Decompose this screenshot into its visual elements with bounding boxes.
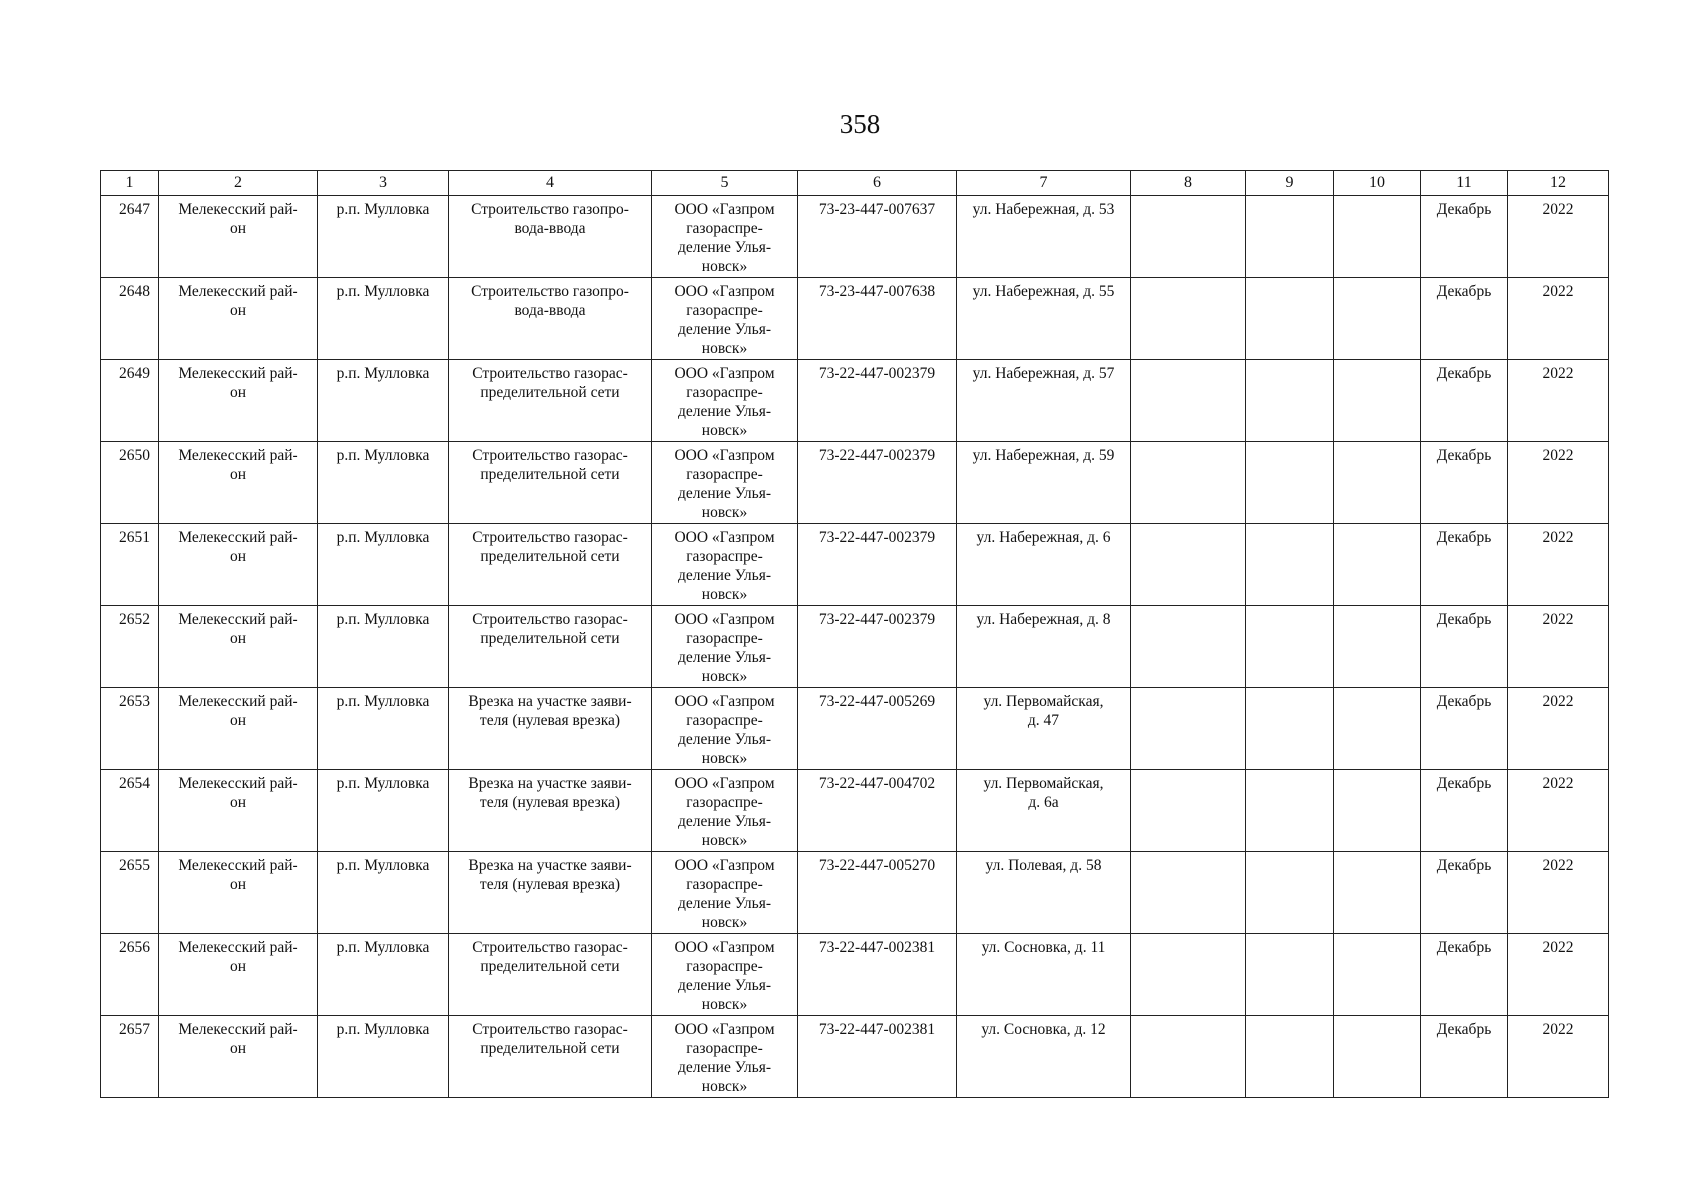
- column-header-5: 5: [652, 171, 798, 196]
- organization-cell: ООО «Газпром газораспре- деление Улья- новск»: [652, 934, 798, 1016]
- column-header-10: 10: [1334, 171, 1421, 196]
- column-8-cell: [1131, 1016, 1246, 1098]
- work-type-cell: Врезка на участке заяви- теля (нулевая врезка): [449, 770, 652, 852]
- cadastral-number-cell: 73-23-447-007637: [798, 196, 957, 278]
- column-10-cell: [1334, 360, 1421, 442]
- row-number-cell: 2647: [101, 196, 159, 278]
- cadastral-number-cell: 73-22-447-005269: [798, 688, 957, 770]
- column-9-cell: [1246, 442, 1334, 524]
- table-row: [101, 688, 1609, 770]
- address-cell: ул. Сосновка, д. 12: [957, 1016, 1131, 1098]
- organization-cell: ООО «Газпром газораспре- деление Улья- новск»: [652, 1016, 798, 1098]
- work-type-cell: Строительство газорас- пределительной сети: [449, 442, 652, 524]
- year-cell: 2022: [1508, 1016, 1609, 1098]
- locality-cell: р.п. Мулловка: [318, 934, 449, 1016]
- work-type-cell: Врезка на участке заяви- теля (нулевая врезка): [449, 688, 652, 770]
- cadastral-number-cell: 73-22-447-004702: [798, 770, 957, 852]
- month-cell: Декабрь: [1421, 196, 1508, 278]
- column-9-cell: [1246, 606, 1334, 688]
- column-header-2: 2: [159, 171, 318, 196]
- address-cell: ул. Набережная, д. 6: [957, 524, 1131, 606]
- year-cell: 2022: [1508, 688, 1609, 770]
- year-cell: 2022: [1508, 770, 1609, 852]
- work-type-cell: Строительство газорас- пределительной сети: [449, 606, 652, 688]
- district-cell: Мелекесский рай- он: [159, 524, 318, 606]
- address-cell: ул. Набережная, д. 55: [957, 278, 1131, 360]
- header-row: [101, 171, 1609, 196]
- locality-cell: р.п. Мулловка: [318, 688, 449, 770]
- row-number-cell: 2649: [101, 360, 159, 442]
- column-9-cell: [1246, 196, 1334, 278]
- column-header-1: 1: [101, 171, 159, 196]
- column-8-cell: [1131, 606, 1246, 688]
- district-cell: Мелекесский рай- он: [159, 442, 318, 524]
- address-cell: ул. Сосновка, д. 11: [957, 934, 1131, 1016]
- month-cell: Декабрь: [1421, 442, 1508, 524]
- column-8-cell: [1131, 688, 1246, 770]
- row-number-cell: 2654: [101, 770, 159, 852]
- month-cell: Декабрь: [1421, 770, 1508, 852]
- column-header-3: 3: [318, 171, 449, 196]
- table-body: [101, 196, 1609, 1098]
- column-10-cell: [1334, 278, 1421, 360]
- column-10-cell: [1334, 852, 1421, 934]
- work-type-cell: Строительство газорас- пределительной сети: [449, 1016, 652, 1098]
- cadastral-number-cell: 73-22-447-002379: [798, 606, 957, 688]
- cadastral-number-cell: 73-22-447-002381: [798, 934, 957, 1016]
- year-cell: 2022: [1508, 524, 1609, 606]
- column-9-cell: [1246, 770, 1334, 852]
- column-header-11: 11: [1421, 171, 1508, 196]
- column-8-cell: [1131, 524, 1246, 606]
- locality-cell: р.п. Мулловка: [318, 196, 449, 278]
- locality-cell: р.п. Мулловка: [318, 278, 449, 360]
- year-cell: 2022: [1508, 852, 1609, 934]
- organization-cell: ООО «Газпром газораспре- деление Улья- новск»: [652, 442, 798, 524]
- column-8-cell: [1131, 852, 1246, 934]
- district-cell: Мелекесский рай- он: [159, 852, 318, 934]
- row-number-cell: 2648: [101, 278, 159, 360]
- column-8-cell: [1131, 934, 1246, 1016]
- month-cell: Декабрь: [1421, 360, 1508, 442]
- column-8-cell: [1131, 196, 1246, 278]
- district-cell: Мелекесский рай- он: [159, 1016, 318, 1098]
- address-cell: ул. Набережная, д. 53: [957, 196, 1131, 278]
- row-number-cell: 2657: [101, 1016, 159, 1098]
- month-cell: Декабрь: [1421, 852, 1508, 934]
- year-cell: 2022: [1508, 606, 1609, 688]
- year-cell: 2022: [1508, 278, 1609, 360]
- column-9-cell: [1246, 1016, 1334, 1098]
- cadastral-number-cell: 73-22-447-002381: [798, 1016, 957, 1098]
- work-type-cell: Строительство газопро- вода-ввода: [449, 278, 652, 360]
- table-row: [101, 360, 1609, 442]
- work-type-cell: Строительство газорас- пределительной сети: [449, 934, 652, 1016]
- column-header-8: 8: [1131, 171, 1246, 196]
- cadastral-number-cell: 73-22-447-002379: [798, 360, 957, 442]
- district-cell: Мелекесский рай- он: [159, 360, 318, 442]
- district-cell: Мелекесский рай- он: [159, 606, 318, 688]
- row-number-cell: 2652: [101, 606, 159, 688]
- district-cell: Мелекесский рай- он: [159, 278, 318, 360]
- column-header-12: 12: [1508, 171, 1609, 196]
- organization-cell: ООО «Газпром газораспре- деление Улья- новск»: [652, 360, 798, 442]
- organization-cell: ООО «Газпром газораспре- деление Улья- новск»: [652, 688, 798, 770]
- column-8-cell: [1131, 770, 1246, 852]
- table-row: [101, 1016, 1609, 1098]
- locality-cell: р.п. Мулловка: [318, 360, 449, 442]
- column-10-cell: [1334, 524, 1421, 606]
- month-cell: Декабрь: [1421, 934, 1508, 1016]
- organization-cell: ООО «Газпром газораспре- деление Улья- новск»: [652, 606, 798, 688]
- row-number-cell: 2651: [101, 524, 159, 606]
- column-header-9: 9: [1246, 171, 1334, 196]
- column-10-cell: [1334, 934, 1421, 1016]
- column-8-cell: [1131, 360, 1246, 442]
- year-cell: 2022: [1508, 442, 1609, 524]
- locality-cell: р.п. Мулловка: [318, 1016, 449, 1098]
- column-9-cell: [1246, 278, 1334, 360]
- work-type-cell: Врезка на участке заяви- теля (нулевая врезка): [449, 852, 652, 934]
- organization-cell: ООО «Газпром газораспре- деление Улья- новск»: [652, 524, 798, 606]
- month-cell: Декабрь: [1421, 524, 1508, 606]
- district-cell: Мелекесский рай- он: [159, 688, 318, 770]
- table-row: [101, 852, 1609, 934]
- table-row: [101, 934, 1609, 1016]
- row-number-cell: 2655: [101, 852, 159, 934]
- row-number-cell: 2650: [101, 442, 159, 524]
- table-row: [101, 278, 1609, 360]
- column-10-cell: [1334, 606, 1421, 688]
- column-10-cell: [1334, 442, 1421, 524]
- cadastral-number-cell: 73-22-447-002379: [798, 442, 957, 524]
- month-cell: Декабрь: [1421, 688, 1508, 770]
- year-cell: 2022: [1508, 360, 1609, 442]
- cadastral-number-cell: 73-23-447-007638: [798, 278, 957, 360]
- locality-cell: р.п. Мулловка: [318, 852, 449, 934]
- month-cell: Декабрь: [1421, 606, 1508, 688]
- column-9-cell: [1246, 688, 1334, 770]
- column-header-6: 6: [798, 171, 957, 196]
- column-10-cell: [1334, 1016, 1421, 1098]
- organization-cell: ООО «Газпром газораспре- деление Улья- новск»: [652, 770, 798, 852]
- work-type-cell: Строительство газорас- пределительной сети: [449, 360, 652, 442]
- work-type-cell: Строительство газорас- пределительной сети: [449, 524, 652, 606]
- address-cell: ул. Набережная, д. 57: [957, 360, 1131, 442]
- address-cell: ул. Первомайская, д. 6а: [957, 770, 1131, 852]
- locality-cell: р.п. Мулловка: [318, 606, 449, 688]
- table-row: [101, 196, 1609, 278]
- cadastral-number-cell: 73-22-447-005270: [798, 852, 957, 934]
- year-cell: 2022: [1508, 196, 1609, 278]
- column-10-cell: [1334, 196, 1421, 278]
- work-type-cell: Строительство газопро- вода-ввода: [449, 196, 652, 278]
- column-9-cell: [1246, 852, 1334, 934]
- month-cell: Декабрь: [1421, 278, 1508, 360]
- address-cell: ул. Набережная, д. 59: [957, 442, 1131, 524]
- table-row: [101, 524, 1609, 606]
- column-9-cell: [1246, 360, 1334, 442]
- page-number: 358: [839, 109, 881, 139]
- register-table: [100, 170, 1609, 1098]
- locality-cell: р.п. Мулловка: [318, 524, 449, 606]
- column-8-cell: [1131, 278, 1246, 360]
- table-row: [101, 606, 1609, 688]
- locality-cell: р.п. Мулловка: [318, 442, 449, 524]
- organization-cell: ООО «Газпром газораспре- деление Улья- новск»: [652, 196, 798, 278]
- table-row: [101, 442, 1609, 524]
- locality-cell: р.п. Мулловка: [318, 770, 449, 852]
- column-8-cell: [1131, 442, 1246, 524]
- cadastral-number-cell: 73-22-447-002379: [798, 524, 957, 606]
- address-cell: ул. Первомайская, д. 47: [957, 688, 1131, 770]
- row-number-cell: 2653: [101, 688, 159, 770]
- district-cell: Мелекесский рай- он: [159, 196, 318, 278]
- column-10-cell: [1334, 688, 1421, 770]
- organization-cell: ООО «Газпром газораспре- деление Улья- новск»: [652, 278, 798, 360]
- row-number-cell: 2656: [101, 934, 159, 1016]
- column-header-4: 4: [449, 171, 652, 196]
- year-cell: 2022: [1508, 934, 1609, 1016]
- column-10-cell: [1334, 770, 1421, 852]
- column-9-cell: [1246, 934, 1334, 1016]
- table-row: [101, 770, 1609, 852]
- organization-cell: ООО «Газпром газораспре- деление Улья- новск»: [652, 852, 798, 934]
- district-cell: Мелекесский рай- он: [159, 770, 318, 852]
- column-9-cell: [1246, 524, 1334, 606]
- month-cell: Декабрь: [1421, 1016, 1508, 1098]
- district-cell: Мелекесский рай- он: [159, 934, 318, 1016]
- address-cell: ул. Полевая, д. 58: [957, 852, 1131, 934]
- address-cell: ул. Набережная, д. 8: [957, 606, 1131, 688]
- column-header-7: 7: [957, 171, 1131, 196]
